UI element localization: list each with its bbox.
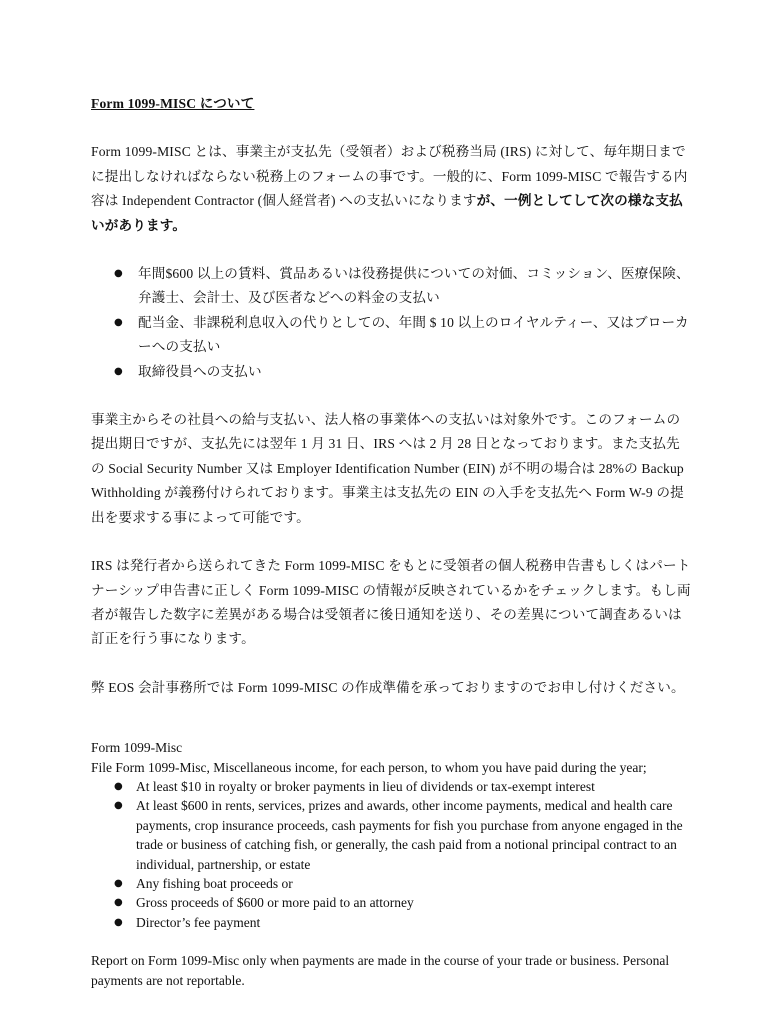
jp-intro-paragraph <box>91 140 691 238</box>
jp-intro-emphasis: が、一例としてして次の様な支払いがあります。 <box>91 193 683 233</box>
bullet-icon: ● <box>114 780 123 792</box>
list-item <box>91 874 691 893</box>
bullet-icon: ● <box>114 800 123 812</box>
jp-payment-list <box>91 262 691 384</box>
bullet-icon: ● <box>114 268 123 280</box>
jp-paragraph-exclusions: 事業主からその社員への給与支払い、法人格の事業体への支払いは対象外です。このフォームの提出期日ですが、支払先には翌年 1 月 31 日、IRS へは 2 月 28 日となっております。また支払先の Social Security Number 又は Employer Identification Number (EIN) が不明の場合は 28%の Backup Withholding が義務付けられております。事業主は支払先の EIN の入手を支払先へ Form W-9 の提出を要求する事によって可能です。 <box>91 412 684 525</box>
en-payment-list <box>91 777 691 932</box>
list-item <box>91 913 691 932</box>
list-item-text: 配当金、非課税利息収入の代りとしての、年間 $ 10 以上のロイヤルティー、又はブローカーへの支払い <box>138 314 689 355</box>
bullet-icon: ● <box>114 877 123 889</box>
en-intro: File Form 1099-Misc, Miscellaneous income, for each person, to whom you have paid during the year; <box>91 759 647 775</box>
document-title: Form 1099-MISC について <box>91 96 255 111</box>
jp-intro-text: Form 1099-MISC とは、事業主が支払先（受領者）および税務当局 (IRS) に対して、毎年期日までに提出しなければならない税務上のフォームの事です。一般的に、Form 1099-MISC で報告する内容は Independent Contractor (個人経営者) への支払いになります <box>91 144 688 209</box>
list-item <box>91 311 691 360</box>
list-item <box>91 262 691 311</box>
list-item-text: At least $600 in rents, services, prizes and awards, other income payments, medical and health care payments, crop insurance proceeds, cash payments for fish you purchase from anyone engaged in the trade or business of catching fish, or generally, the cash paid from a notional principal contract to an individual, partnership, or estate <box>136 798 683 872</box>
english-section <box>91 738 691 990</box>
list-item-text: Any fishing boat proceeds or <box>136 875 293 891</box>
list-item-text: Gross proceeds of $600 or more paid to an attorney <box>136 895 414 911</box>
list-item <box>91 893 691 912</box>
jp-paragraph-service-offer: 弊 EOS 会計事務所では Form 1099-MISC の作成準備を承っておりますのでお申し付けください。 <box>91 679 685 695</box>
bullet-icon: ● <box>114 916 123 928</box>
en-closing: Report on Form 1099-Misc only when payments are made in the course of your trade or business. Personal payments are not reportable. <box>91 953 670 988</box>
list-item-text: 取締役員への支払い <box>138 363 262 379</box>
list-item <box>91 796 691 874</box>
list-item-text: At least $10 in royalty or broker payments in lieu of dividends or tax-exempt interest <box>136 778 595 794</box>
list-item <box>91 777 691 796</box>
en-heading: Form 1099-Misc <box>91 740 183 756</box>
jp-paragraph-irs-check: IRS は発行者から送られてきた Form 1099-MISC をもとに受領者の個人税務申告書もしくはパートナーシップ申告書に正しく Form 1099-MISC の情報が反映されているかをチェックします。もし両者が報告した数字に差異がある場合は受領者に後日通知を送り、その差異について調査あるいは訂正を行う事になります。 <box>91 558 691 647</box>
japanese-section <box>91 92 691 700</box>
list-item-text: 年間$600 以上の賃料、賞品あるいは役務提供についての対価、コミッション、医療保険、弁護士、会計士、及び医者などへの料金の支払い <box>138 266 690 306</box>
document-page <box>91 92 691 990</box>
list-item-text: Director’s fee payment <box>136 914 261 930</box>
bullet-icon: ● <box>114 365 123 377</box>
bullet-icon: ● <box>114 897 123 909</box>
bullet-icon: ● <box>114 316 123 328</box>
list-item <box>91 360 691 384</box>
